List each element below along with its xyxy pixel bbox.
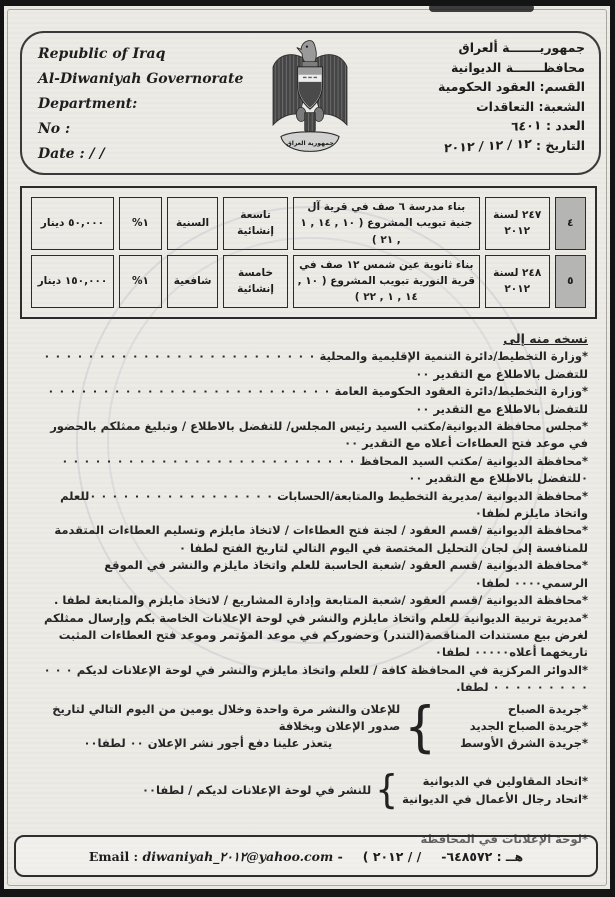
footer-year-segment: ( ٢٠١٢ / / <box>362 848 422 864</box>
scan-artifact <box>429 4 534 12</box>
union-item: *اتحاد المقاولين في الديوانية <box>422 774 588 789</box>
date-label-ar: التاريخ : <box>535 137 585 153</box>
email-segment <box>89 849 343 864</box>
percent-cell: ١% <box>119 255 162 308</box>
distribution-line: *وزارة التخطيط/دائرة التنمية الإقليمية والمحلية ٠ ٠ ٠ ٠ ٠ ٠ ٠ ٠ ٠ ٠ ٠ ٠ ٠ ٠ ٠ ٠ ٠ ٠ ٠ ٠ ٠ ٠ ٠ ٠ ٠ للتفضل بالاطلاع مع التقدير ٠٠ <box>43 349 588 381</box>
country-name-en: Republic of Iraq <box>38 46 166 62</box>
copy-to-heading: نسخه منه إلى <box>503 331 588 346</box>
tender-ref-cell: ٢٤٨ لسنة ٢٠١٢ <box>485 255 550 308</box>
distribution-line: *مجلس محافظة الديوانية/مكتب السيد رئيس المجلس/ للتفضل بالاطلاع / وتبليغ ممثلكم بالحضور في موعد فتح العطاءات أعلاه مع التقدير ٠٠ <box>50 419 588 451</box>
classification-cell: تاسعة إنشائية <box>223 197 288 250</box>
emblem-banner-text: جمهورية العراق <box>286 140 334 148</box>
country-name-ar: جمهوريـــــــة ألعراق <box>458 40 585 55</box>
amount-cell: ٥٠,٠٠٠ دينار <box>31 197 114 250</box>
project-description-cell: بناء مدرسة ٦ صف في قرية آل جنية تبويب المشروع ( ١٠ , ١٤ , ١ , ٢١ ) <box>293 197 480 250</box>
section-line: القسم: العقود الحكومية <box>438 79 585 94</box>
unions-note: للنشر في لوحة الإعلانات لديكم / لطفا٠٠ <box>142 783 372 798</box>
distribution-line: *محافظة الديوانية /مكتب السيد المحافظ ٠ ٠ ٠ ٠ ٠ ٠ ٠ ٠ ٠ ٠ ٠ ٠ ٠ ٠ ٠ ٠ ٠ ٠ ٠ ٠ ٠ ٠ ٠ ٠ ٠ ٠ ٠ ٠للتفضل بالاطلاع مع التقدير ٠٠ <box>61 453 588 486</box>
date-label-en: Date : / / <box>38 146 105 162</box>
date-value-handwritten: ١٢ / ١٢ / ٢٠١٢ <box>443 135 533 155</box>
email-address: diwaniyah_٢٠١٢@yahoo.com <box>142 848 334 864</box>
department-label-en: Department: <box>38 96 138 112</box>
project-description-cell: بناء ثانوية عين شمس ١٢ صف في قرية النورية تبويب المشروع ( ١٠ , ١٤ , ١ , ٢٢ ) <box>293 255 480 308</box>
row-index-cell: ٥ <box>555 255 586 308</box>
number-value-handwritten: ٦٤٠١ <box>510 117 543 134</box>
letterhead-english <box>38 42 243 167</box>
footer-dash: - <box>337 848 343 864</box>
governorate-name-ar: محافظـــــــة الديوانية <box>450 59 585 75</box>
document-date-line <box>438 136 585 156</box>
tender-ref-cell: ٢٤٧ لسنة ٢٠١٢ <box>485 197 550 250</box>
newspapers-group <box>34 695 588 758</box>
distribution-line: *مديرية تربية الديوانية للعلم واتخاذ مايلزم والنشر في لوحة الإعلانات الخاصة بكم وإرسال ممثلكم لغرض بيع مستندات المناقصة(التندر) وحضوركم في موعد المؤتمر وموعد فتح العطاءات المثبت تاريخهما أعلاه٠٠٠٠٠ لطفا٠ <box>44 610 588 660</box>
distribution-line: *محافظة الديوانية /قسم العقود /شعبة الحاسبة للعلم واتخاذ مايلزم والنشر في الموقع الرسمي٠٠٠٠ لطفا٠ <box>104 558 588 590</box>
number-label-ar: العدد : <box>545 118 585 133</box>
category-cell: شافعية <box>167 255 218 308</box>
distribution-line: *محافظة الديوانية /قسم العقود / لجنة فتح العطاءات / لاتخاذ مايلزم وتسليم العطاءات المتقدمة للمنافسة إلى لجان التحليل المختصة في اليوم التالي لتاريخ الفتح لطفا ٠ <box>54 523 588 555</box>
newspaper-item: *جريدة الصباح الجديد <box>469 718 588 733</box>
announcement-board-line: *لوحة الإعلانات في المحافظة <box>420 831 588 846</box>
union-item: *اتحاد رجال الأعمال في الديوانية <box>402 791 588 806</box>
iraq-eagle-emblem-icon <box>266 37 354 169</box>
curly-brace-glyph: } <box>404 695 436 758</box>
phone-segment: هــ : ٦٤٨٥٧٢- <box>441 848 524 864</box>
email-label: Email : <box>88 848 139 864</box>
unions-group <box>34 768 588 813</box>
classification-cell: خامسة إنشائية <box>223 255 288 308</box>
letterhead-arabic <box>438 38 585 155</box>
percent-cell: ١% <box>119 197 162 250</box>
row-index-cell: ٤ <box>555 197 586 250</box>
newspaper-item: *جريدة الشرق الأوسط <box>460 736 588 751</box>
division-line: الشعبة: التعاقدات <box>476 98 585 114</box>
newspapers-note-line: يتعذر علينا دفع أجور نشر الإعلان ٠٠ لطفا٠٠ <box>83 736 333 751</box>
distribution-line: *محافظة الديوانية /قسم العقود /شعبة المتابعة وإدارة المشاريع / لاتخاذ مايلزم والمتابعة لطفا . <box>53 593 588 608</box>
distribution-line: *محافظة الديوانية /مديرية التخطيط والمتابعة/الحسابات ٠ ٠ ٠ ٠ ٠ ٠ ٠ ٠ ٠ ٠ ٠ ٠ ٠ ٠ ٠ ٠ ٠للعلم واتخاذ مايلزم لطفا٠ <box>60 488 588 521</box>
newspapers-note <box>34 701 400 753</box>
document-number-line <box>438 116 585 136</box>
distribution-list <box>34 330 588 848</box>
newspapers-note-line: للإعلان والنشر مرة واحدة وخلال يومين من اليوم التالي لتاريخ صدور الإعلان وبخلافة <box>52 701 401 733</box>
newspaper-names <box>440 701 588 753</box>
curly-brace-glyph: } <box>375 768 399 813</box>
amount-cell: ١٥٠,٠٠٠ دينار <box>31 255 114 308</box>
governorate-name-en: Al-Diwaniyah Governorate <box>38 71 244 87</box>
footer-contact-bar <box>14 835 598 877</box>
newspaper-item: *جريدة الصباح <box>507 701 588 716</box>
number-label-en: No : <box>38 121 71 137</box>
letterhead <box>20 31 601 175</box>
category-cell: السنية <box>167 197 218 250</box>
distribution-line: *الدوائر المركزية في المحافظة كافة / للعلم واتخاذ مايلزم والنشر في لوحة الإعلانات لديكم ٠ ٠ ٠ ٠ ٠ ٠ ٠ ٠ ٠ ٠ ٠ ٠ لطفا. <box>43 662 588 695</box>
union-names <box>402 773 588 808</box>
distribution-line: *وزارة التخطيط/دائرة العقود الحكومية العامة ٠ ٠ ٠ ٠ ٠ ٠ ٠ ٠ ٠ ٠ ٠ ٠ ٠ ٠ ٠ ٠ ٠ ٠ ٠ ٠ ٠ ٠ ٠ ٠ ٠ ٠ للتفضل بالاطلاع مع التقدير ٠٠ <box>47 384 588 416</box>
